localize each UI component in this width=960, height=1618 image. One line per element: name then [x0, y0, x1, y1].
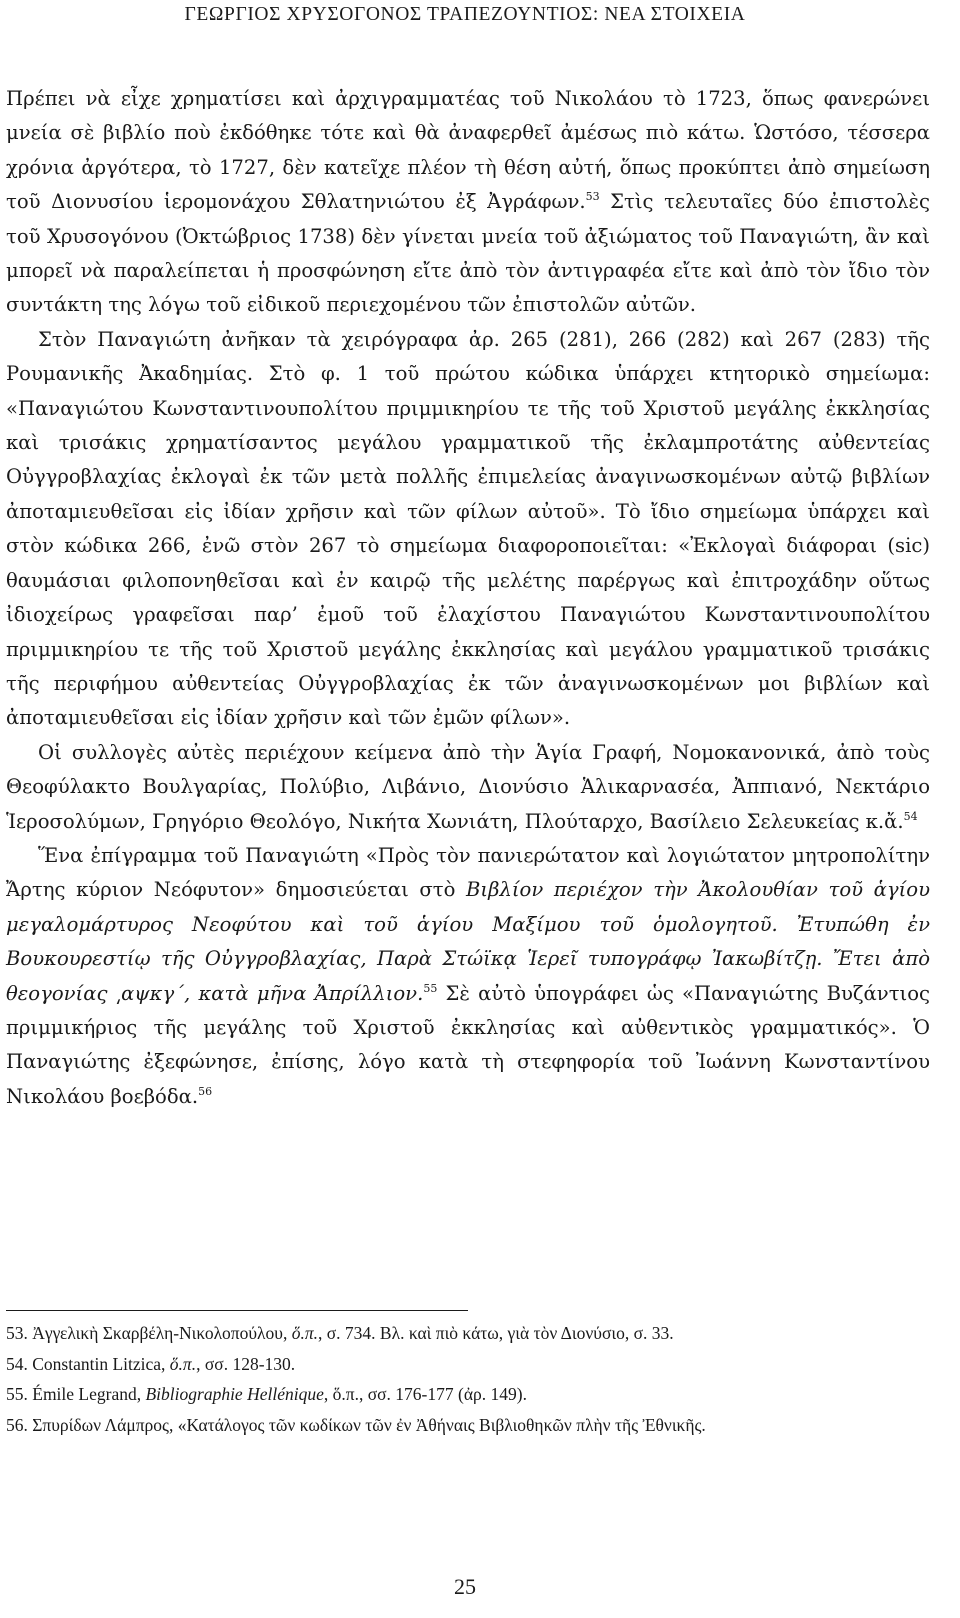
paragraph-1-text-a: Πρέπει νὰ εἶχε χρηματίσει καὶ ἀρχιγραμματέας τοῦ Νικολάου τὸ 1723, ὅπως φανερώνει μνεία σὲ βιβλίο ποὺ ἐκδόθηκε τότε καὶ θὰ ἀναφερθεῖ ἀμέσως πιὸ κάτω. Ὡστόσο, τέσσερα χρόνια ἀργότερα, τὸ 1727, δὲν κατεῖχε πλέον τὴ θέση αὐτή, ὅπως προκύπτει ἀπὸ σημείωση τοῦ Διονυσίου ἱερομονάχου Σθλατηνιώτου ἐξ Ἀγράφων. — [6, 87, 930, 214]
footnote-ref-54[interactable]: 54 — [903, 809, 918, 823]
footnote-ref-53[interactable]: 53 — [585, 190, 600, 204]
paragraph-4-text-a: Ἕνα ἐπίγραμμα τοῦ Παναγιώτη «Πρὸς τὸν πανιερώτατον καὶ λογιώτατον μητροπολίτην Ἄρτης κύριον Νεόφυτον» δημοσιεύεται στὸ — [6, 843, 930, 902]
footnote-text: , σσ. 128-130. — [196, 1353, 296, 1374]
footnote-text: Constantin Litzica, — [27, 1353, 170, 1374]
page-number: 25 — [454, 1574, 476, 1599]
footnote-italic: ὅ.π. — [169, 1353, 197, 1374]
book-title-italic: Βιβλίον περιέχον τὴν Ἀκολουθίαν τοῦ ἁγίου μεγαλομάρτυρος Νεοφύτου καὶ τοῦ ἁγίου Μαξίμου τοῦ ὁμολογητοῦ. Ἐτυπώθη ἐν Βουκουρεστίῳ τῆς Οὐγγροβλαχίας, Παρὰ Στώϊκᾳ Ἱερεῖ τυπογράφῳ Ἰακωβίτζῃ. Ἔτει ἀπὸ θεογονίας ͵αψκγ΄, κατὰ μῆνα Ἀπρίλλιον. — [6, 878, 930, 1005]
footnote-text: Ἀγγελικὴ Σκαρβέλη-Νικολοπούλου, — [27, 1323, 292, 1343]
footnote-divider — [6, 1310, 468, 1311]
running-header: ΓΕΩΡΓΙΟΣ ΧΡΥΣΟΓΟΝΟΣ ΤΡΑΠΕΖΟΥΝΤΙΟΣ: ΝΕΑ ΣΤΟΙΧΕΙΑ — [184, 4, 746, 25]
footnote-text: Émile Legrand, — [27, 1384, 146, 1404]
body-text — [6, 82, 930, 1114]
footnote-ref-55[interactable]: 55 — [423, 981, 438, 995]
footnote-55 — [6, 1379, 930, 1410]
footnote-italic: ὅ.π. — [291, 1323, 318, 1343]
footnote-54 — [6, 1349, 930, 1380]
footnote-text: , σ. 734. Βλ. καὶ πιὸ κάτω, γιὰ τὸν Διονύσιο, σ. 33. — [318, 1323, 674, 1343]
paragraph-1-text-b: Στὶς τελευταῖες δύο ἐπιστολὲς τοῦ Χρυσογόνου (Ὀκτώβριος 1738) δὲν γίνεται μνεία τοῦ ἀξιώματος τοῦ Παναγιώτη, ἂν καὶ μπορεῖ νὰ παραλείπεται ἡ προσφώνηση εἴτε ἀπὸ τὸν ἀντιγραφέα εἴτε καὶ ἀπὸ τὸν ἴδιο τὸν συντάκτη της λόγω τοῦ εἰδικοῦ περιεχομένου τῶν ἐπιστολῶν αὐτῶν. — [6, 190, 931, 317]
footnote-text: , ὅ.π., σσ. 176-177 (ἀρ. 149). — [323, 1384, 527, 1404]
footnote-italic: Bibliographie Hellénique — [145, 1384, 324, 1404]
footnote-ref-56[interactable]: 56 — [198, 1084, 213, 1098]
footnote-number: 54. — [6, 1353, 28, 1374]
footnote-number: 53. — [6, 1323, 28, 1343]
footnote-number: 56. — [6, 1414, 28, 1435]
paragraph-4-text-b: Σὲ αὐτὸ ὑπογράφει ὡς «Παναγιώτης Βυζάντιος πριμμικήριος τῆς μεγάλης τοῦ Χριστοῦ ἐκκλησίας καὶ αὐθεντικὸς γραμματικός». Ὁ Παναγιώτης ἐξεφώνησε, ἐπίσης, λόγο κατὰ τὴ στεφηφορία τοῦ Ἰωάννη Κωνσταντίνου Νικολάου βοεβόδα. — [6, 981, 930, 1108]
paragraph-1 — [6, 82, 930, 323]
paragraph-2 — [6, 323, 930, 736]
footnote-text: Σπυρίδων Λάμπρος, «Κατάλογος τῶν κωδίκων τῶν ἐν Ἀθήναις Βιβλιοθηκῶν πλὴν τῆς Ἐθνικῆς. — [27, 1414, 706, 1435]
paragraph-4 — [6, 839, 930, 1114]
paragraph-3 — [6, 736, 930, 839]
footnote-number: 55. — [6, 1384, 28, 1404]
footnotes — [6, 1318, 930, 1440]
footnote-53 — [6, 1318, 930, 1349]
footnote-56 — [6, 1410, 930, 1441]
paragraph-2-text: Στὸν Παναγιώτη ἀνῆκαν τὰ χειρόγραφα ἀρ. 265 (281), 266 (282) καὶ 267 (283) τῆς Ρουμανικῆς Ἀκαδημίας. Στὸ φ. 1 τοῦ πρώτου κώδικα ὑπάρχει κτητορικὸ σημείωμα: «Παναγιώτου Κωνσταντινουπολίτου πριμμικηρίου τε τῆς τοῦ Χριστοῦ μεγάλης ἐκκλησίας καὶ τρισάκις χρηματίσαντος μεγάλου γραμματικοῦ τῆς ἐκλαμπροτάτης αὐθεντείας Οὐγγροβλαχίας ἐκλογαὶ ἐκ τῶν μετὰ πολλῆς ἐπιμελείας ἀναγινωσκομένων αὐτῷ βιβλίων ἀποταμιευθεῖσαι εἰς ἰδίαν χρῆσιν καὶ τῶν φίλων αὐτοῦ». Τὸ ἴδιο σημείωμα ὑπάρχει καὶ στὸν κώδικα 266, ἐνῶ στὸν 267 τὸ σημείωμα διαφοροποιεῖται: «Ἐκλογαὶ διάφοραι (sic) θαυμάσιαι φιλοπονηθεῖσαι καὶ ἐν καιρῷ τῆς μελέτης παρέργως καὶ ἐπιτροχάδην οὕτως ἰδιοχείρως γραφεῖσαι παρ’ ἐμοῦ τοῦ ἐλαχίστου Παναγιώτου Κωνσταντινουπολίτου πριμμικηρίου τε τῆς τοῦ Χριστοῦ μεγάλης ἐκκλησίας καὶ μεγάλου γραμματικοῦ τρισάκις τῆς περιφήμου αὐθεντείας Οὐγγροβλαχίας ἐκ τῶν ἀναγινωσκομένων μοι βιβλίων καὶ ἀποταμιευθεῖσαι εἰς ἰδίαν χρῆσιν καὶ τῶν ἐμῶν φίλων». — [6, 327, 930, 730]
paragraph-3-text: Οἱ συλλογὲς αὐτὲς περιέχουν κείμενα ἀπὸ τὴν Ἁγία Γραφή, Νομοκανονικά, ἀπὸ τοὺς Θεοφύλακτο Βουλγαρίας, Πολύβιο, Λιβάνιο, Διονύσιο Ἁλικαρνασέα, Ἀππιανό, Νεκτάριο Ἱεροσολύμων, Γρηγόριο Θεολόγο, Νικήτα Χωνιάτη, Πλούταρχο, Βασίλειο Σελευκείας κ.ἄ. — [6, 740, 930, 833]
